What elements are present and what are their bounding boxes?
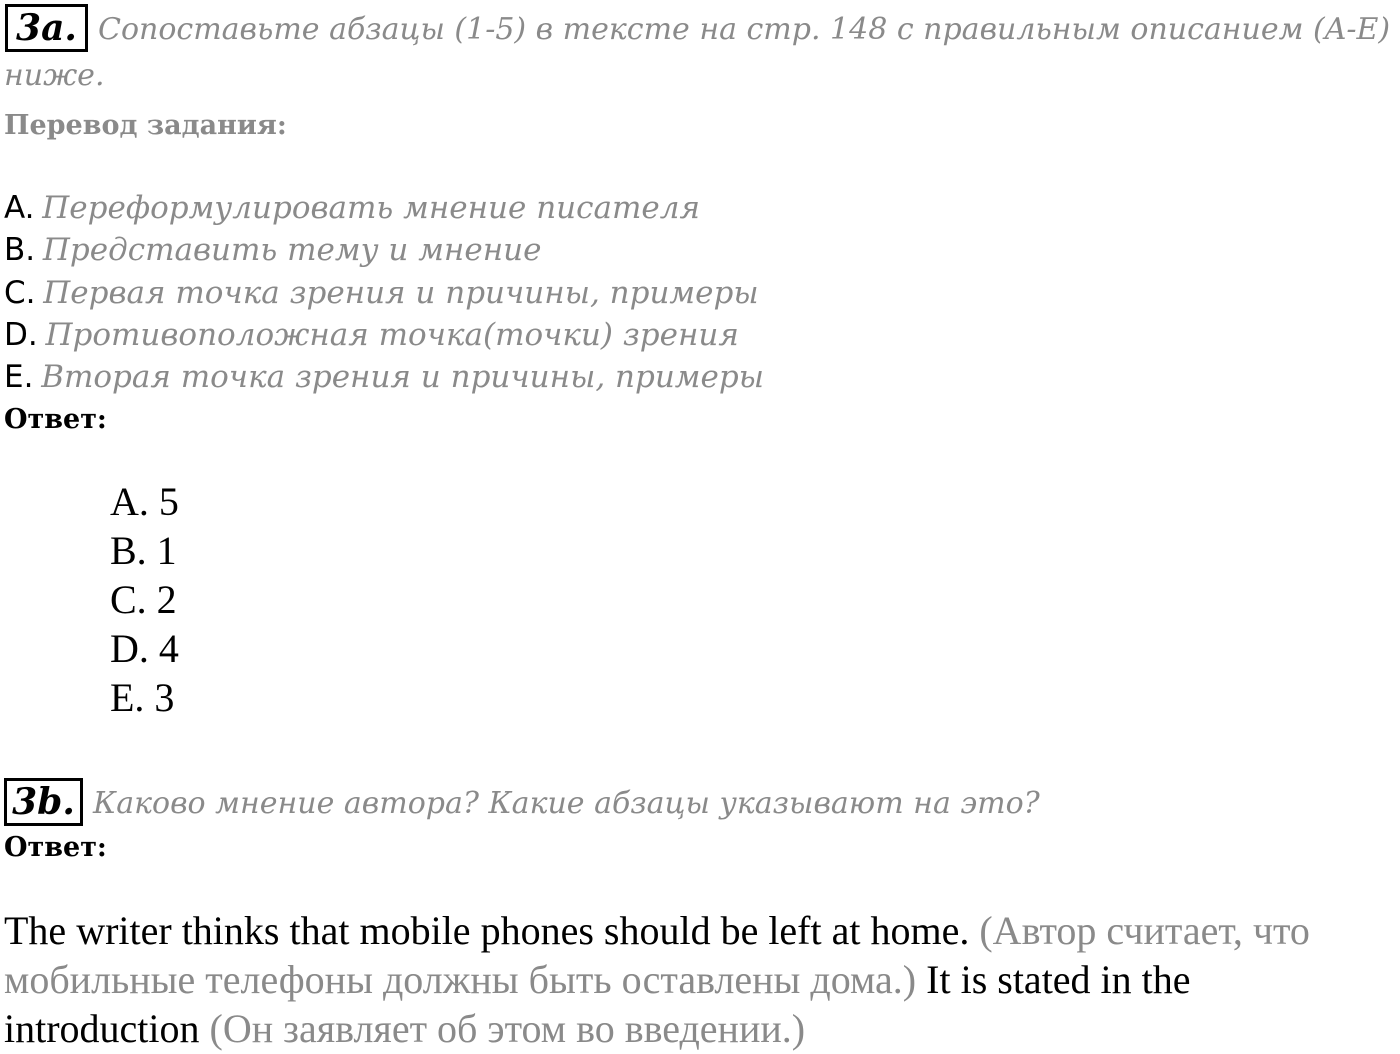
answer-english-text: It is stated in the [916,957,1191,1002]
answer-english-text: The writer thinks that mobile phones should be left at home. [4,908,970,953]
option-text: Вторая точка зрения и причины, примеры [41,359,764,395]
task-3b-instruction: Каково мнение автора? Какие абзацы указывают на это? [93,786,1040,821]
option-text: Представить тему и мнение [42,232,542,268]
task-3b-answer-heading: Ответ: [4,832,107,863]
answer-row-b: B. 1 [110,528,177,573]
task-3a-number-box [5,4,88,52]
answer-russian-text: (Он заявляет об этом во введении.) [199,1006,806,1051]
option-letter: C. [4,275,36,311]
task-3a-instruction-line1: Сопоставьте абзацы (1-5) в тексте на стр. 148 с правильным описанием (A-E) [98,12,1391,47]
answer-english-text: introduction [4,1006,200,1051]
answer-row-e: E. 3 [110,675,175,720]
answer-row-c: C. 2 [110,577,177,622]
task-3a-instruction-line2: ниже. [4,58,105,93]
option-row-b [4,232,541,268]
task-3b-number: 3b. [12,781,75,823]
option-row-c [4,275,759,311]
answer-row-a: A. 5 [110,479,179,524]
option-text: Первая точка зрения и причины, примеры [43,275,759,311]
answer-russian-text: мобильные телефоны должны быть оставлены дома.) [4,957,917,1002]
answer-russian-text: (Автор считает, что [969,908,1310,953]
task-3a-number: 3a. [16,7,77,49]
answer-row-d: D. 4 [110,626,179,671]
answer-line-2 [4,956,1191,1003]
option-letter: A. [4,190,35,226]
option-row-d [4,317,739,353]
answer-line-1 [4,907,1310,954]
option-text: Противоположная точка(точки) зрения [45,317,739,353]
task-3b-number-box [4,778,83,826]
option-letter: B. [4,232,36,268]
option-text: Переформулировать мнение писателя [42,190,700,226]
answer-line-3 [4,1005,805,1052]
option-row-e [4,359,764,395]
option-letter: E. [4,359,34,395]
option-row-a [4,190,700,226]
option-letter: D. [4,317,38,353]
translation-heading: Перевод задания: [4,110,287,141]
task-3a-answer-heading: Ответ: [4,404,107,435]
